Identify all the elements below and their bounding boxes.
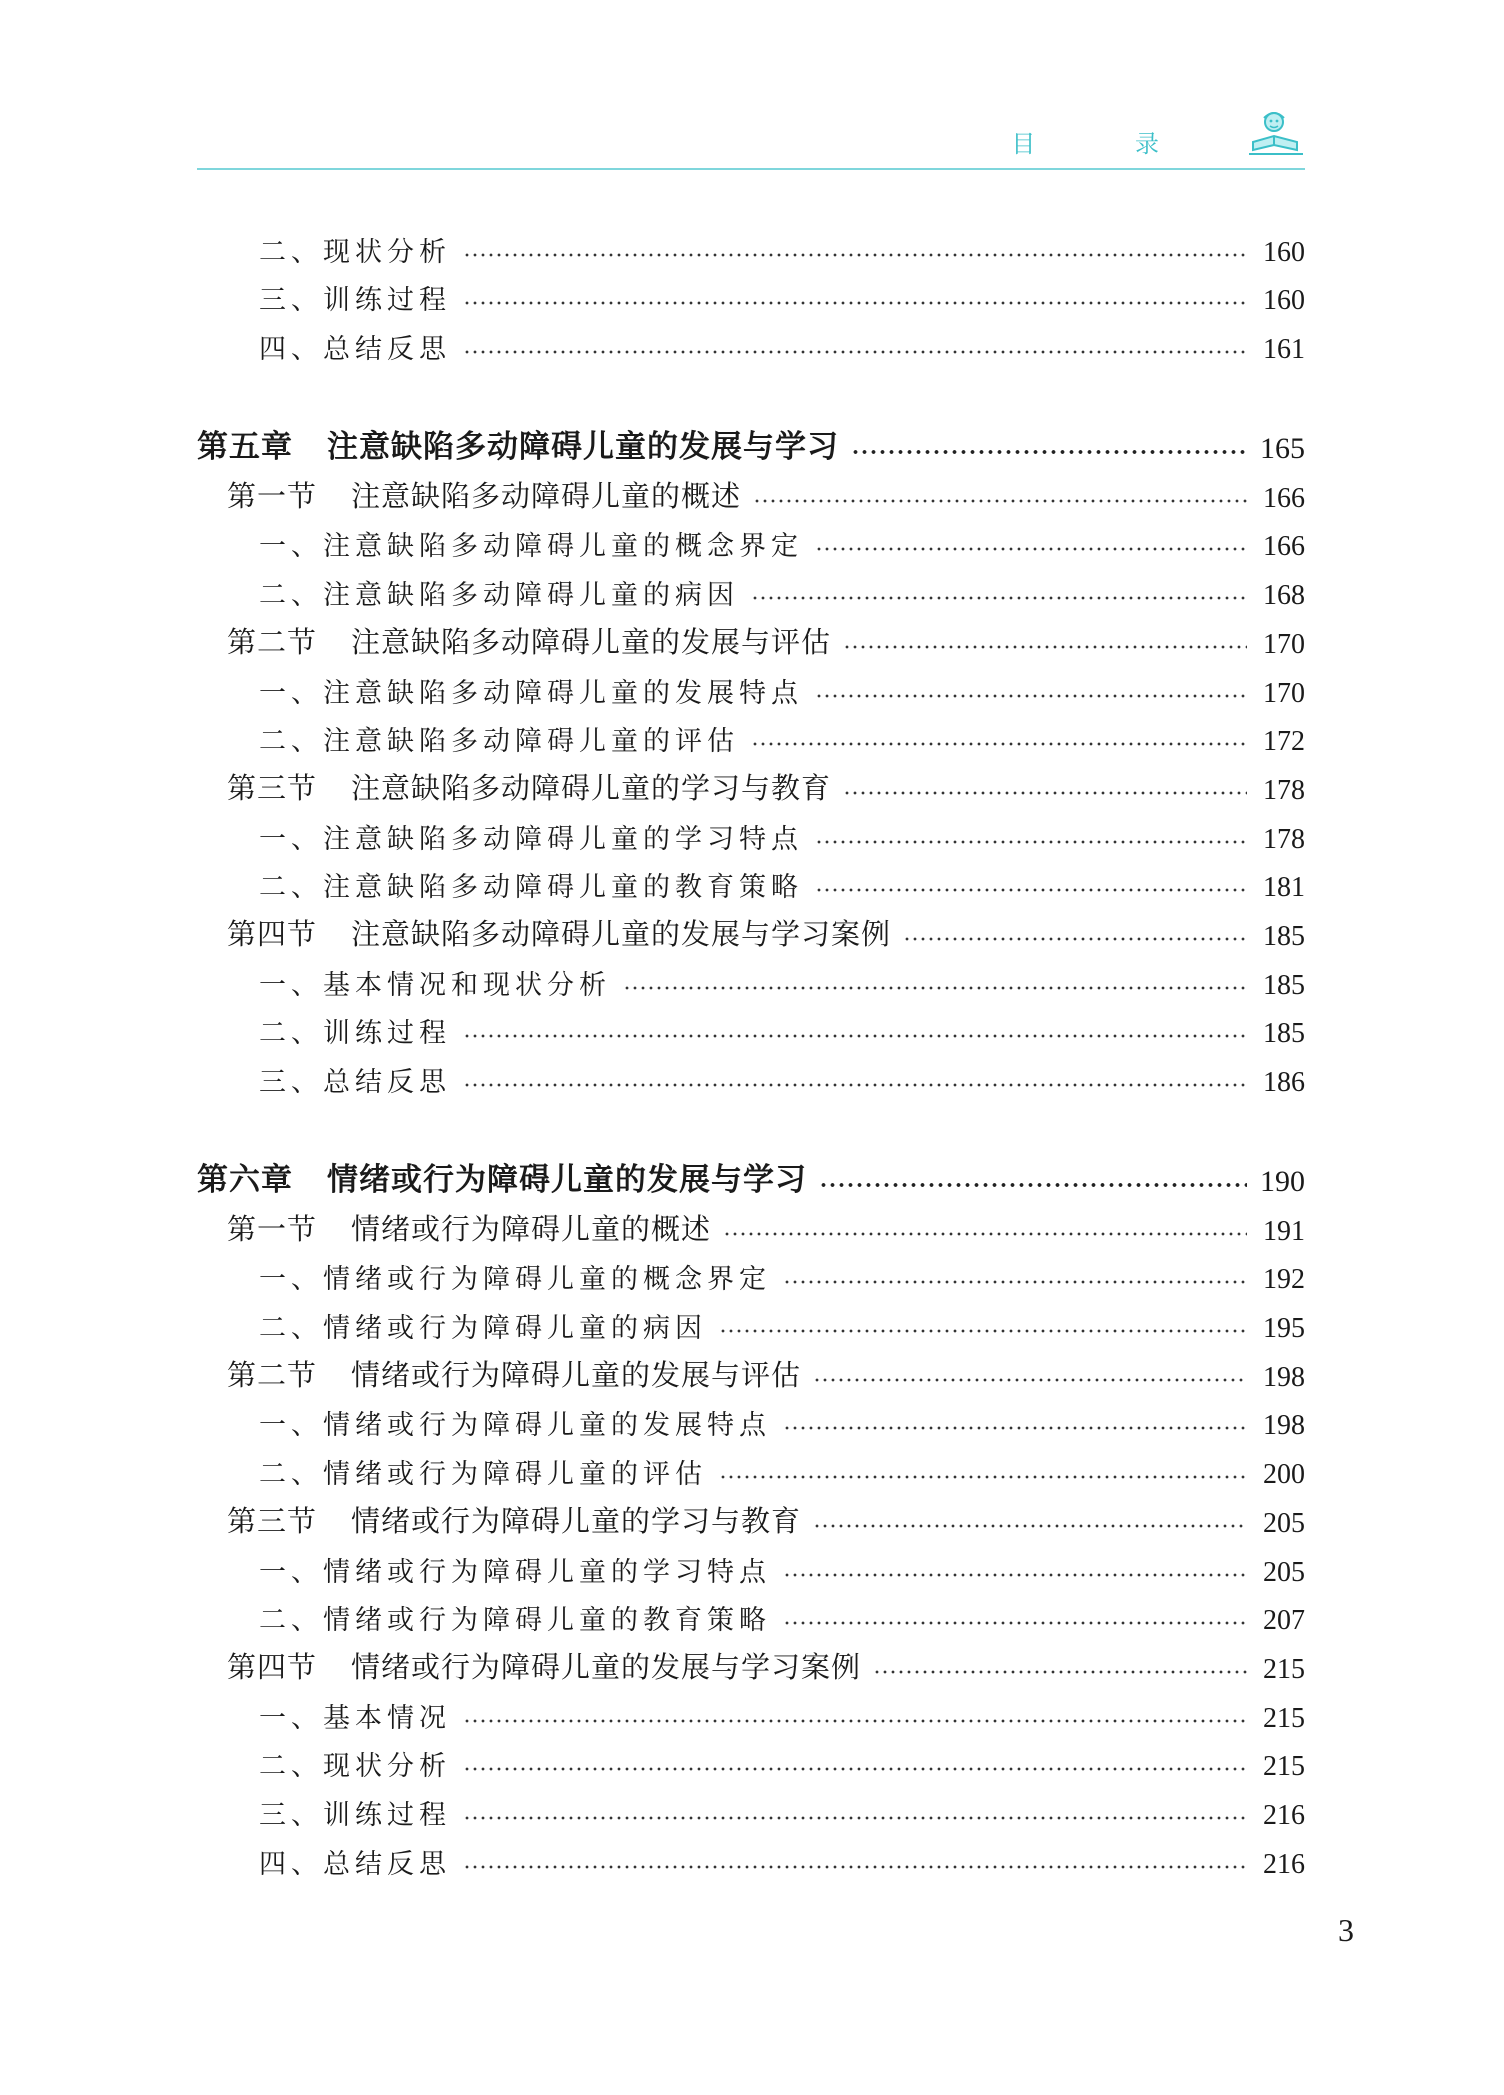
toc-entry-number: 第二节 bbox=[227, 624, 318, 659]
toc-page-number: 170 bbox=[1263, 677, 1305, 709]
dot-leader bbox=[815, 545, 1247, 553]
toc-entry-title: 一、情绪或行为障碍儿童的发展特点 bbox=[259, 1410, 771, 1442]
dot-leader bbox=[723, 1230, 1247, 1238]
dot-leader bbox=[783, 1278, 1247, 1286]
toc-entry-title: 三、训练过程 bbox=[259, 285, 451, 317]
toc-entry-label bbox=[259, 719, 739, 758]
dot-leader bbox=[463, 251, 1247, 259]
page-header bbox=[197, 110, 1305, 170]
dot-leader bbox=[903, 935, 1247, 943]
toc-entry-title: 二、注意缺陷多动障碍儿童的病因 bbox=[259, 580, 739, 612]
toc-entry-label bbox=[197, 421, 839, 466]
toc-item-row[interactable] bbox=[197, 1540, 1305, 1589]
toc-entry-title: 二、注意缺陷多动障碍儿童的教育策略 bbox=[259, 872, 803, 904]
toc-item-row[interactable] bbox=[197, 269, 1305, 318]
toc-entry-number: 第一节 bbox=[227, 1211, 318, 1246]
toc-entry-title: 二、情绪或行为障碍儿童的评估 bbox=[259, 1459, 707, 1491]
toc-item-row[interactable] bbox=[197, 1296, 1305, 1345]
dot-leader bbox=[813, 1376, 1247, 1384]
dot-leader bbox=[463, 1081, 1247, 1089]
dot-leader bbox=[463, 1765, 1247, 1773]
toc-entry-number: 第四节 bbox=[227, 916, 318, 951]
toc-entry-title: 三、训练过程 bbox=[259, 1799, 451, 1831]
page-number: 3 bbox=[1338, 1912, 1354, 1948]
toc-section-row[interactable] bbox=[197, 904, 1305, 953]
dot-leader bbox=[851, 448, 1247, 456]
dot-leader bbox=[783, 1619, 1247, 1627]
toc-entry-label bbox=[259, 1306, 707, 1345]
toc-entry-label bbox=[259, 327, 451, 366]
toc-entry-title: 情绪或行为障碍儿童的概述 bbox=[351, 1211, 712, 1246]
toc-entry-label bbox=[259, 573, 739, 612]
toc-entry-label bbox=[259, 1403, 771, 1442]
toc-item-row[interactable] bbox=[197, 1832, 1305, 1881]
toc-page-number: 185 bbox=[1263, 969, 1305, 1001]
toc-item-row[interactable] bbox=[197, 710, 1305, 759]
toc-entry-label bbox=[227, 1645, 861, 1686]
toc-entry-title: 二、情绪或行为障碍儿童的病因 bbox=[259, 1313, 707, 1345]
toc-entry-label bbox=[227, 912, 891, 953]
toc-entry-title: 二、现状分析 bbox=[259, 236, 451, 268]
toc-page-number: 168 bbox=[1263, 580, 1305, 612]
toc-item-row[interactable] bbox=[197, 563, 1305, 612]
toc-page-number: 200 bbox=[1263, 1459, 1305, 1491]
toc-page-number: 195 bbox=[1263, 1313, 1305, 1345]
dot-leader bbox=[719, 1473, 1247, 1481]
dot-leader bbox=[751, 740, 1247, 748]
toc-entry-label bbox=[259, 1793, 451, 1832]
toc-entry-title: 二、情绪或行为障碍儿童的教育策略 bbox=[259, 1605, 771, 1637]
toc-entry-title: 一、情绪或行为障碍儿童的概念界定 bbox=[259, 1264, 771, 1296]
toc-item-row[interactable] bbox=[197, 515, 1305, 564]
dot-leader bbox=[843, 789, 1247, 797]
toc-entry-label bbox=[259, 230, 451, 269]
toc-section-row[interactable] bbox=[197, 1491, 1305, 1540]
toc-item-row[interactable] bbox=[197, 317, 1305, 366]
toc-page-number: 190 bbox=[1260, 1165, 1305, 1198]
toc-entry-title: 注意缺陷多动障碍儿童的发展与评估 bbox=[351, 624, 832, 659]
toc-item-row[interactable] bbox=[197, 856, 1305, 905]
toc-page-number: 172 bbox=[1263, 726, 1305, 758]
toc-entry-label bbox=[259, 963, 611, 1002]
toc-entry-label bbox=[227, 1207, 711, 1248]
toc-page-number: 181 bbox=[1263, 872, 1305, 904]
dot-leader bbox=[815, 692, 1247, 700]
toc-page-number: 178 bbox=[1263, 774, 1305, 806]
toc-entry-label bbox=[227, 620, 831, 661]
toc-entry-label bbox=[227, 766, 831, 807]
toc-page-number: 186 bbox=[1263, 1067, 1305, 1098]
toc-entry-title: 情绪或行为障碍儿童的发展与评估 bbox=[351, 1357, 802, 1392]
toc-item-row[interactable] bbox=[197, 953, 1305, 1002]
toc-item-row[interactable] bbox=[197, 1442, 1305, 1491]
toc-entry-title: 注意缺陷多动障碍儿童的概述 bbox=[351, 478, 742, 513]
toc-entry-title: 三、总结反思 bbox=[259, 1067, 451, 1098]
toc-page-number: 205 bbox=[1263, 1507, 1305, 1539]
toc-page-number: 215 bbox=[1263, 1751, 1305, 1783]
toc-entry-title: 一、基本情况 bbox=[259, 1702, 451, 1734]
toc-entry-label bbox=[197, 1154, 807, 1199]
toc-page-number: 216 bbox=[1263, 1799, 1305, 1831]
toc-entry-title: 一、注意缺陷多动障碍儿童的发展特点 bbox=[259, 677, 803, 709]
toc-section-row[interactable] bbox=[197, 466, 1305, 515]
table-of-contents bbox=[197, 220, 1305, 1881]
toc-entry-title: 二、现状分析 bbox=[259, 1751, 451, 1783]
toc-section-row[interactable] bbox=[197, 1199, 1305, 1248]
toc-entry-label bbox=[259, 1744, 451, 1783]
toc-entry-title: 四、总结反思 bbox=[259, 334, 451, 366]
toc-entry-label bbox=[259, 1842, 451, 1881]
toc-entry-label bbox=[259, 278, 451, 317]
toc-entry-title: 情绪或行为障碍儿童的发展与学习 bbox=[327, 1162, 807, 1198]
dot-leader bbox=[813, 1522, 1247, 1530]
toc-entry-title: 情绪或行为障碍儿童的发展与学习案例 bbox=[351, 1649, 862, 1684]
dot-leader bbox=[463, 1814, 1247, 1822]
toc-entry-label bbox=[259, 1598, 771, 1637]
toc-entry-number: 第三节 bbox=[227, 770, 318, 805]
toc-page-number: 160 bbox=[1263, 285, 1305, 317]
dot-leader bbox=[463, 1863, 1247, 1871]
dot-leader bbox=[783, 1424, 1247, 1432]
toc-page-number: 170 bbox=[1263, 628, 1305, 660]
reading-child-logo-icon bbox=[1247, 108, 1305, 156]
toc-entry-title: 二、注意缺陷多动障碍儿童的评估 bbox=[259, 726, 739, 758]
toc-item-row[interactable] bbox=[197, 807, 1305, 856]
toc-entry-title: 情绪或行为障碍儿童的学习与教育 bbox=[351, 1503, 802, 1538]
toc-entry-label bbox=[259, 1696, 451, 1735]
dot-leader bbox=[463, 299, 1247, 307]
toc-page-number: 166 bbox=[1263, 482, 1305, 514]
toc-entry-label bbox=[259, 1550, 771, 1589]
toc-page-number: 207 bbox=[1263, 1605, 1305, 1637]
toc-entry-number: 第一节 bbox=[227, 478, 318, 513]
toc-page-number: 191 bbox=[1263, 1215, 1305, 1247]
toc-entry-label bbox=[227, 1353, 801, 1394]
toc-entry-title: 四、总结反思 bbox=[259, 1848, 451, 1880]
toc-entry-title: 一、注意缺陷多动障碍儿童的学习特点 bbox=[259, 823, 803, 855]
toc-item-row[interactable] bbox=[197, 1050, 1305, 1099]
toc-item-row[interactable] bbox=[197, 220, 1305, 269]
toc-item-row[interactable] bbox=[197, 1783, 1305, 1832]
toc-entry-title: 一、注意缺陷多动障碍儿童的概念界定 bbox=[259, 531, 803, 563]
toc-entry-label bbox=[259, 1452, 707, 1491]
toc-item-row[interactable] bbox=[197, 1686, 1305, 1735]
toc-page-number: 166 bbox=[1263, 531, 1305, 563]
toc-page-number: 192 bbox=[1263, 1264, 1305, 1296]
toc-page-number: 215 bbox=[1263, 1702, 1305, 1734]
toc-item-row[interactable] bbox=[197, 1589, 1305, 1638]
dot-leader bbox=[463, 1032, 1247, 1040]
toc-entry-title: 注意缺陷多动障碍儿童的发展与学习案例 bbox=[351, 916, 892, 951]
dot-leader bbox=[815, 886, 1247, 894]
toc-page-number: 198 bbox=[1263, 1361, 1305, 1393]
toc-section-row[interactable] bbox=[197, 758, 1305, 807]
toc-section-row[interactable] bbox=[197, 612, 1305, 661]
dot-leader bbox=[463, 1717, 1247, 1725]
toc-entry-label bbox=[259, 1011, 451, 1050]
toc-entry-label bbox=[227, 474, 741, 515]
dot-leader bbox=[719, 1327, 1247, 1335]
toc-section-row[interactable] bbox=[197, 1345, 1305, 1394]
toc-section-row[interactable] bbox=[197, 1637, 1305, 1686]
toc-entry-title: 一、情绪或行为障碍儿童的学习特点 bbox=[259, 1556, 771, 1588]
toc-page-number: 205 bbox=[1263, 1556, 1305, 1588]
toc-page-number: 165 bbox=[1260, 432, 1305, 466]
dot-leader bbox=[873, 1668, 1247, 1676]
toc-entry-title: 二、训练过程 bbox=[259, 1018, 451, 1050]
dot-leader bbox=[843, 643, 1247, 651]
toc-item-row[interactable] bbox=[197, 1248, 1305, 1297]
toc-entry-title: 注意缺陷多动障碍儿童的发展与学习 bbox=[327, 429, 839, 466]
toc-entry-label bbox=[259, 817, 803, 856]
toc-entry-label bbox=[259, 1060, 451, 1099]
toc-item-row[interactable] bbox=[197, 1394, 1305, 1443]
toc-item-row[interactable] bbox=[197, 1002, 1305, 1051]
toc-item-row[interactable] bbox=[197, 1735, 1305, 1784]
toc-entry-number: 第二节 bbox=[227, 1357, 318, 1392]
toc-page-number: 215 bbox=[1263, 1653, 1305, 1685]
dot-leader bbox=[783, 1571, 1247, 1579]
toc-entry-label bbox=[259, 1257, 771, 1296]
toc-entry-label bbox=[259, 671, 803, 710]
toc-chapter-row[interactable] bbox=[197, 1141, 1305, 1199]
toc-entry-title: 一、基本情况和现状分析 bbox=[259, 969, 611, 1001]
dot-leader bbox=[751, 594, 1247, 602]
toc-page-number: 216 bbox=[1263, 1848, 1305, 1880]
toc-page-number: 161 bbox=[1263, 334, 1305, 366]
toc-entry-label bbox=[227, 1499, 801, 1540]
toc-entry-label bbox=[259, 524, 803, 563]
toc-entry-label bbox=[259, 865, 803, 904]
toc-page-number: 185 bbox=[1263, 1018, 1305, 1050]
toc-page-number: 198 bbox=[1263, 1410, 1305, 1442]
toc-page-number: 160 bbox=[1263, 236, 1305, 268]
toc-item-row[interactable] bbox=[197, 661, 1305, 710]
toc-entry-title: 注意缺陷多动障碍儿童的学习与教育 bbox=[351, 770, 832, 805]
dot-leader bbox=[819, 1181, 1247, 1189]
dot-leader bbox=[815, 838, 1247, 846]
dot-leader bbox=[753, 497, 1247, 505]
toc-entry-number: 第六章 bbox=[197, 1162, 293, 1198]
toc-entry-number: 第四节 bbox=[227, 1649, 318, 1684]
toc-entry-number: 第五章 bbox=[197, 429, 293, 466]
toc-entry-number: 第三节 bbox=[227, 1503, 318, 1538]
toc-page-number: 178 bbox=[1263, 823, 1305, 855]
toc-chapter-row[interactable] bbox=[197, 408, 1305, 466]
dot-leader bbox=[623, 984, 1247, 992]
toc-page-number: 185 bbox=[1263, 920, 1305, 952]
dot-leader bbox=[463, 348, 1247, 356]
header-title: 目 录 bbox=[1011, 130, 1205, 158]
